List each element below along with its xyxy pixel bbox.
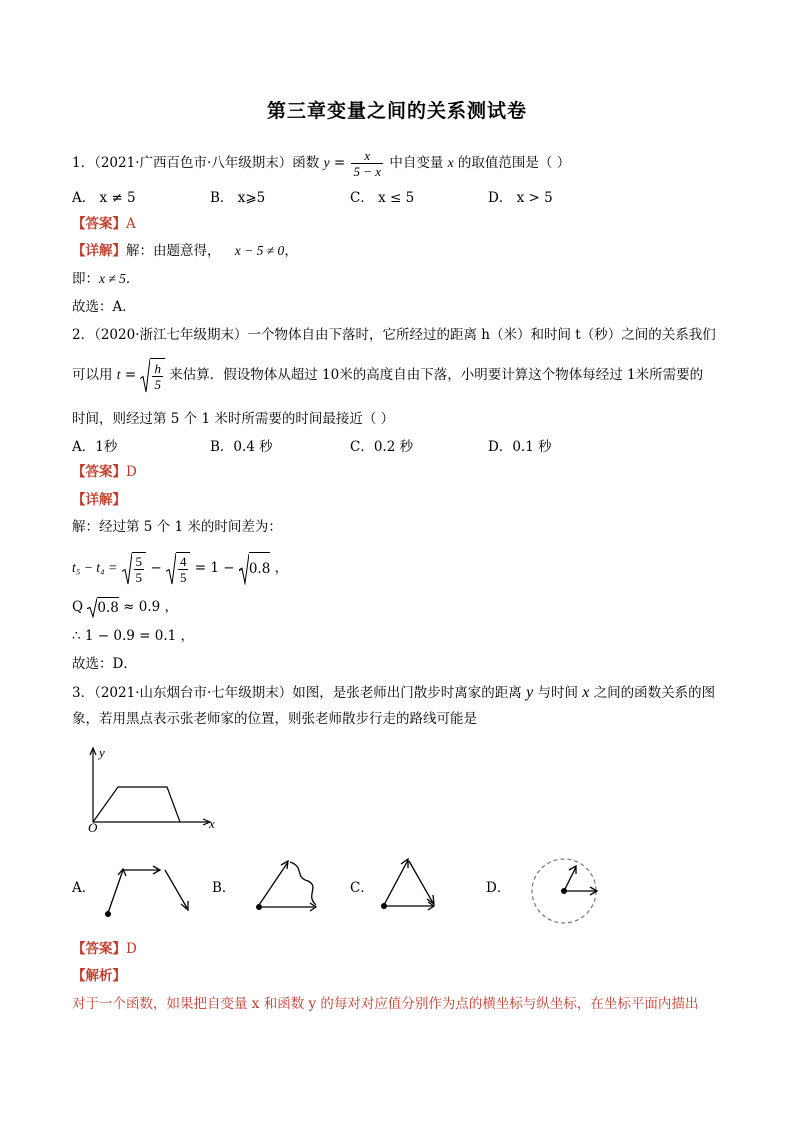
q3-distance-time-graph xyxy=(80,742,240,834)
q3-option-d-label: D． xyxy=(486,880,511,896)
q2-option-b: B．0.4 秒 xyxy=(210,439,273,455)
q1-option-a: A． x ≠ 5 xyxy=(72,190,136,206)
q2-equation-1: t₅ − t₄ = $\frac{5}{5}$ − $\frac{4}{5}$ = 1 − 0.8 ， xyxy=(72,554,289,585)
q3-answer: D xyxy=(126,941,137,957)
q1-eq: = xyxy=(333,155,346,171)
q2-detail-line: 解：经过第 5 个 1 米的时间差为： xyxy=(72,519,282,535)
q2-option-a: A．1秒 xyxy=(72,439,118,455)
graph-origin-label: O xyxy=(88,820,98,834)
q2-line3: 时间，则经过第 5 个 1 米时所需要的时间最接近（ ） xyxy=(72,411,395,427)
graph-y-label: y xyxy=(99,745,105,760)
graph-trapezoid-line xyxy=(93,787,180,822)
q1-stem xyxy=(72,148,570,179)
q2-equation-3: ∴ 1 − 0.9 = 0.1 ， xyxy=(72,628,194,644)
q3-option-b-label: B． xyxy=(212,880,236,896)
q1-ji-line: 即：x ≠ 5． xyxy=(72,271,140,287)
home-dot xyxy=(381,903,387,909)
q3-option-d-figure xyxy=(528,851,608,931)
q3-option-c-figure xyxy=(378,853,440,913)
q2-option-c: C．0.2 秒 xyxy=(350,439,414,455)
q3-option-a-label: A． xyxy=(72,880,96,896)
q3-lead: 3．（2021·山东烟台市·七年级期末）如图，是张老师出门散步时离家的距离 y 与时间 x 之间的函数关系的图 xyxy=(72,684,716,701)
q2-lead: 2．（2020·浙江七年级期末）一个物体自由下落时，它所经过的距离 h（米）和时间 t（秒）之间的关系我们 xyxy=(72,327,716,343)
q3-line2: 象，若用黑点表示张老师家的位置，则张老师散步行走的路线可能是 xyxy=(72,711,477,727)
q1-option-c: C． x ≤ 5 xyxy=(350,190,415,206)
q2-sqrt-formula: $\frac{h}{5}$ xyxy=(140,358,165,393)
q2-choose: 故选：D． xyxy=(72,656,137,672)
q3-answer-line: 【答案】D xyxy=(72,941,137,957)
q1-option-d: D． x > 5 xyxy=(488,190,553,206)
q1-fraction: $\frac{x}{5 - x}$ xyxy=(353,148,382,179)
q1-tail: 的取值范围是（ ） xyxy=(457,155,571,171)
q3-option-c-label: C． xyxy=(350,880,374,896)
page-title: 第三章变量之间的关系测试卷 xyxy=(266,100,527,122)
q3-analysis-text: 对于一个函数，如果把自变量 x 和函数 y 的每对对应值分别作为点的横坐标与纵坐标，在坐标平面内描出 xyxy=(72,996,699,1012)
q2-answer-line: 【答案】D xyxy=(72,464,137,480)
q1-detail-line: 【详解】解：由题意得， x − 5 ≠ 0， xyxy=(72,243,298,259)
home-dot xyxy=(256,904,262,910)
q1-answer-line: 【答案】A xyxy=(72,216,136,232)
q1-lead: 1．（2021·广西百色市·八年级期末）函数 xyxy=(72,155,320,171)
q1-mid: 中自变量 xyxy=(389,155,444,171)
q3-analysis-tag: 【解析】 xyxy=(72,968,126,984)
q2-answer: D xyxy=(126,464,137,480)
q1-var-x: x xyxy=(447,155,454,170)
q1-option-b: B． x⩾5 xyxy=(210,190,266,206)
q1-func-y: y xyxy=(323,155,330,170)
q2-equation-2: Q 0.8 ≈ 0.9 ， xyxy=(72,599,179,616)
home-dot xyxy=(561,888,567,894)
graph-x-label: x xyxy=(209,816,215,831)
q1-answer: A xyxy=(126,216,136,232)
q3-option-a-figure xyxy=(98,856,198,922)
q2-line2: 可以用 t = $\frac{h}{5}$ 来估算．假设物体从超过 10米的高度自由下落，小明要计算这个物体每经过 1米所需要的 xyxy=(72,358,703,393)
q1-choose: 故选：A． xyxy=(72,299,136,315)
home-dot xyxy=(105,911,111,917)
q2-detail-tag: 【详解】 xyxy=(72,492,126,508)
q3-option-b-figure xyxy=(250,855,322,913)
q2-option-d: D．0.1 秒 xyxy=(488,439,552,455)
